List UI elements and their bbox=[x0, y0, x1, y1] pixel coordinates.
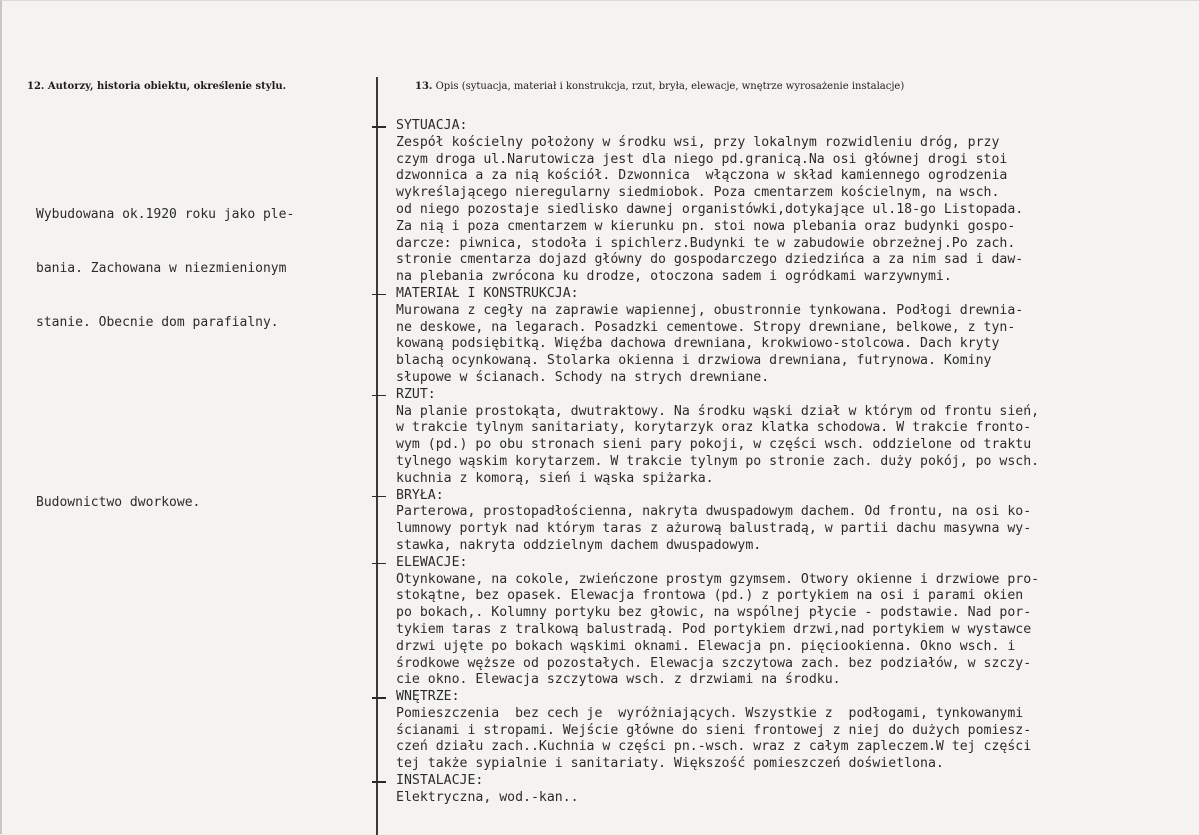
section-text-line: tylnego wąskim korytarzem. W trakcie tylnym po stronie zach. duży pokój, po wsch. bbox=[396, 453, 1040, 469]
history-line: stanie. Obecnie dom parafialny. bbox=[36, 315, 279, 330]
history-line: bania. Zachowana w niezmienionym bbox=[36, 261, 287, 276]
section-plan bbox=[396, 387, 1196, 488]
section-text-line: Parterowa, prostopadłościenna, nakryta dwuspadowym dachem. Od frontu, na osi ko- bbox=[396, 504, 1032, 520]
section-text-line: wykreślającego nieregularny siedmiobok. Poza cmentarzem kościelnym, na wsch. bbox=[396, 185, 1000, 201]
section-interior bbox=[396, 689, 1196, 773]
history-line: Wybudowana ok.1920 roku jako ple- bbox=[36, 207, 295, 222]
section-situation bbox=[396, 118, 1196, 286]
section-text-line: cie okno. Elewacja szczytowa wsch. z drzwiami na środku. bbox=[396, 672, 841, 688]
section-text-line: stokątne, bez opasek. Elewacja frontowa (pd.) z portykiem na osi i parami okien bbox=[396, 588, 1024, 604]
section-text-line: drzwi ujęte po bokach wąskimi oknami. Elewacja pn. pięciookienna. Okno wsch. i bbox=[396, 638, 1016, 654]
section-text-line: po bokach,. Kolumny portyku bez głowic, na wspólnej płycie - podstawie. Nad por- bbox=[396, 605, 1032, 621]
section-text-line: tykiem taras z tralkową balustradą. Pod portykiem drzwi,nad portykiem w wystawce bbox=[396, 621, 1032, 637]
section-text-line: wym (pd.) po obu stronach sieni pary pokoji, w części wsch. oddzielone od traktu bbox=[396, 437, 1032, 453]
section-text-line: słupowe w ścianach. Schody na strych drewniane. bbox=[396, 369, 770, 385]
section-text-line: Zespół kościelny położony w środku wsi, przy lokalnym rozwidleniu dróg, przy bbox=[396, 134, 1000, 150]
section-text-line: na plebania zwrócona ku drodze, otoczona sadem i ogródkami warzywnymi. bbox=[396, 269, 952, 285]
section-text-line: od niego pozostaje siedlisko dawnej organistówki,dotykające ul.18-go Listopada. bbox=[396, 201, 1024, 217]
section-text-line: Elektryczna, wod.-kan.. bbox=[396, 789, 579, 805]
section-13-title: Opis (sytuacja, materiał i konstrukcja, rzut, bryła, elewacje, wnętrze wyrosażenie instalacje) bbox=[435, 81, 905, 92]
section-text-line: czeń działu zach..Kuchnia w części pn.-wsch. wraz z całym zapleczem.W tej części bbox=[396, 739, 1032, 755]
section-heading: RZUT: bbox=[396, 387, 1196, 404]
section-12-title: Autorzy, historia obiektu, określenie stylu. bbox=[47, 81, 287, 92]
history-column bbox=[36, 134, 366, 584]
section-13-number: 13. bbox=[415, 81, 433, 92]
section-text-line: kuchnia z komorą, sień i wąska spiżarka. bbox=[396, 470, 714, 486]
section-text-line: kowaną podsiębitką. Więźba dachowa drewniana, krokwiowo-stolcowa. Dach kryty bbox=[396, 336, 1000, 352]
section-text-line: stawka, nakryta oddzielnym dachem dwuspadowym. bbox=[396, 537, 762, 553]
section-heading: MATERIAŁ I KONSTRUKCJA: bbox=[396, 286, 1196, 303]
section-text-line: dzwonnica a za nią kościół. Dzwonnica włączona w skład kamiennego ogrodzenia bbox=[396, 168, 1008, 184]
section-massing bbox=[396, 488, 1196, 555]
section-text-line: czym droga ul.Narutowicza jest dla niego pd.granicą.Na osi głównej drogi stoi bbox=[396, 151, 1008, 167]
section-13-header bbox=[415, 81, 904, 92]
section-text-line: Na planie prostokąta, dwutraktowy. Na środku wąski dział w którym od frontu sień, bbox=[396, 403, 1040, 419]
section-text-line: ścianami i stropami. Wejście główne do sieni frontowej z niej do dużych pomiesz- bbox=[396, 722, 1032, 738]
column-divider bbox=[376, 77, 378, 835]
section-elevations bbox=[396, 555, 1196, 689]
section-text-line: tej także sypialnie i sanitariaty. Większość pomieszczeń doświetlona. bbox=[396, 756, 944, 772]
history-paragraph bbox=[36, 170, 366, 368]
section-text-line: blachą ocynkowaną. Stolarka okienna i drzwiowa drewniana, futrynowa. Kominy bbox=[396, 353, 992, 369]
section-text-line: Murowana z cegły na zaprawie wapiennej, obustronnie tynkowana. Podłogi drewnia- bbox=[396, 302, 1024, 318]
section-text-line: lumnowy portyk nad którym taras z ażurową balustradą, w partii dachu masywna wy- bbox=[396, 521, 1032, 537]
section-text-line: darcze: piwnica, stodoła i spichlerz.Budynki te w zabudowie obrzeżnej.Po zach. bbox=[396, 235, 1016, 251]
section-text-line: w trakcie tylnym sanitariaty, korytarzyk oraz klatka schodowa. W trakcie fronto- bbox=[396, 420, 1032, 436]
section-text-line: stronie cmentarza dojazd główny do gospodarczego dziedzińca a za nim sad i daw- bbox=[396, 252, 1024, 268]
section-text-line: Za nią i poza cmentarzem w kierunku pn. stoi nowa plebania oraz budynki gospo- bbox=[396, 218, 1016, 234]
section-text-line: Pomieszczenia bez cech je wyróżniających. Wszystkie z podłogami, tynkowanymi bbox=[396, 705, 1024, 721]
section-12-header bbox=[27, 81, 286, 92]
section-heading: BRYŁA: bbox=[396, 488, 1196, 505]
section-installations bbox=[396, 773, 1196, 807]
style-paragraph bbox=[36, 458, 366, 548]
section-text-line: ne deskowe, na legarach. Posadzki cementowe. Stropy drewniane, belkowe, z tyn- bbox=[396, 319, 1016, 335]
section-heading: ELEWACJE: bbox=[396, 555, 1196, 572]
section-heading: SYTUACJA: bbox=[396, 118, 1196, 135]
section-12-number: 12. bbox=[27, 81, 45, 92]
style-line: Budownictwo dworkowe. bbox=[36, 495, 201, 510]
section-text-line: Otynkowane, na cokole, zwieńczone prostym gzymsem. Otwory okienne i drzwiowe pro- bbox=[396, 571, 1040, 587]
section-heading: INSTALACJE: bbox=[396, 773, 1196, 790]
section-material-construction bbox=[396, 286, 1196, 387]
section-text-line: środkowe węższe od pozostałych. Elewacja szczytowa zach. bez podziałów, w szczy- bbox=[396, 655, 1032, 671]
section-heading: WNĘTRZE: bbox=[396, 689, 1196, 706]
description-column bbox=[396, 118, 1196, 807]
